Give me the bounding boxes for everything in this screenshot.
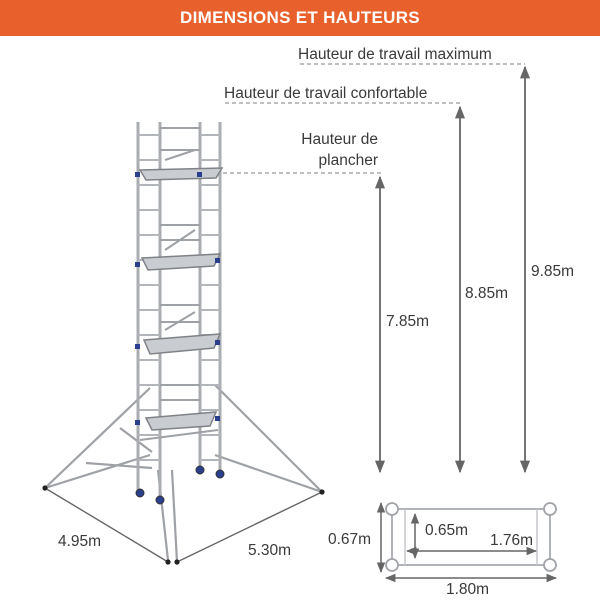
- outrigger-foot: [42, 485, 47, 490]
- floor-height-label-line2: plancher: [318, 152, 378, 169]
- frame-outer-height-value: 0.67m: [328, 531, 372, 548]
- floor-height-value: 7.85m: [386, 313, 430, 330]
- wheels: [136, 466, 224, 504]
- outrigger-foot: [319, 489, 324, 494]
- max-height-value: 9.85m: [531, 263, 575, 280]
- max-height-label: Hauteur de travail maximum: [298, 46, 492, 63]
- comfort-height-value: 8.85m: [465, 285, 509, 302]
- frame-outer-width-value: 1.80m: [446, 581, 490, 598]
- header-banner: DIMENSIONS ET HAUTEURS: [0, 0, 600, 36]
- ladder-rungs: [138, 135, 220, 460]
- base-left-span-value: 4.95m: [58, 533, 102, 550]
- outrigger-foot: [165, 559, 170, 564]
- frame-inner-width-value: 1.76m: [490, 532, 534, 549]
- floor-height-label-line1: Hauteur de: [301, 131, 378, 148]
- base-right-span-value: 5.30m: [248, 542, 292, 559]
- comfort-height-label: Hauteur de travail confortable: [224, 85, 428, 102]
- platforms: [140, 168, 222, 430]
- frame-inner-height-value: 0.65m: [425, 522, 469, 539]
- scaffold-tower: [42, 122, 324, 565]
- outrigger-foot: [174, 559, 179, 564]
